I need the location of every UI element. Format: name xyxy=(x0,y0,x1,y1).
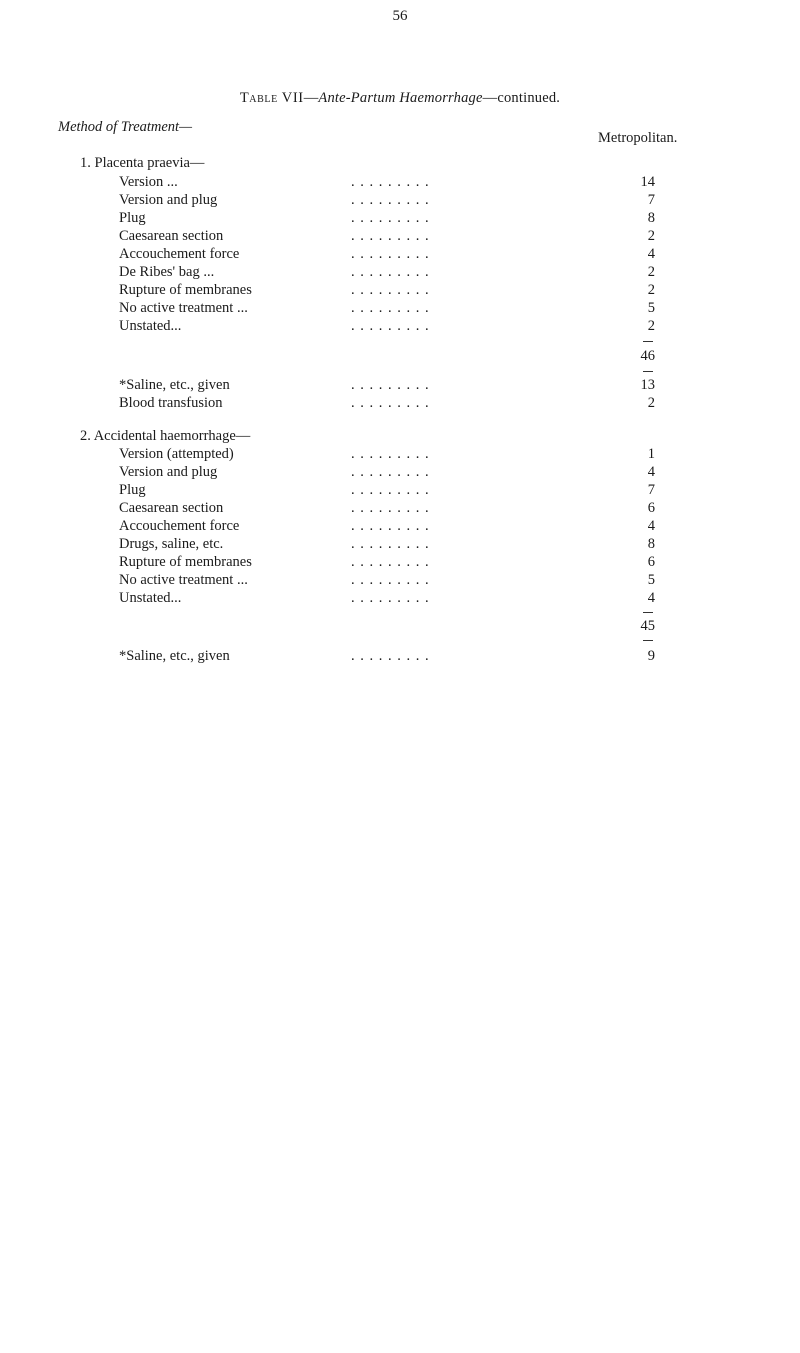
row-value: 4 xyxy=(647,518,655,534)
row-label: No active treatment ... xyxy=(119,300,248,316)
row-label: Unstated... xyxy=(119,318,182,334)
row-value: 4 xyxy=(647,464,655,480)
row-value: 2 xyxy=(647,395,655,411)
row-label: Caesarean section xyxy=(119,500,224,516)
row-label: *Saline, etc., given xyxy=(119,377,230,393)
leader-dots: . . . . . . . . . xyxy=(351,192,430,208)
row-value: 8 xyxy=(647,536,655,552)
page-number: 56 xyxy=(392,8,408,24)
row-label: Rupture of membranes xyxy=(119,554,252,570)
leader-dots: . . . . . . . . . xyxy=(351,518,430,534)
leader-dots: . . . . . . . . . xyxy=(351,395,430,411)
row-label: Unstated... xyxy=(119,590,182,606)
section-heading: 2. Accidental haemorrhage— xyxy=(80,428,251,444)
leader-dots: . . . . . . . . . xyxy=(351,377,430,393)
row-value: 5 xyxy=(647,300,655,316)
section-total: 46 xyxy=(640,348,655,364)
leader-dots: . . . . . . . . . xyxy=(351,572,430,588)
column-header: Metropolitan. xyxy=(598,130,678,146)
row-label: Accouchement force xyxy=(119,518,240,534)
leader-dots: . . . . . . . . . xyxy=(351,210,430,226)
row-label: Caesarean section xyxy=(119,228,224,244)
row-label: Version and plug xyxy=(119,192,218,208)
section-total: 45 xyxy=(640,618,655,634)
row-label: Blood transfusion xyxy=(119,395,223,411)
row-label: Plug xyxy=(119,482,146,498)
row-label: Version and plug xyxy=(119,464,218,480)
leader-dots: . . . . . . . . . xyxy=(351,500,430,516)
row-value: 2 xyxy=(647,264,655,280)
row-value: 9 xyxy=(647,648,655,664)
row-label: Version (attempted) xyxy=(119,446,234,462)
leader-dots: . . . . . . . . . xyxy=(351,648,430,664)
row-value: 2 xyxy=(647,318,655,334)
leader-dots: . . . . . . . . . xyxy=(351,446,430,462)
section-heading: 1. Placenta praevia— xyxy=(80,155,205,171)
row-value: 2 xyxy=(647,282,655,298)
row-value: 5 xyxy=(647,572,655,588)
row-label: *Saline, etc., given xyxy=(119,648,230,664)
row-value: 8 xyxy=(647,210,655,226)
leader-dots: . . . . . . . . . xyxy=(351,536,430,552)
row-label: Version ... xyxy=(119,174,178,190)
leader-dots: . . . . . . . . . xyxy=(351,264,430,280)
leader-dots: . . . . . . . . . xyxy=(351,590,430,606)
table-row xyxy=(119,648,655,666)
leader-dots: . . . . . . . . . xyxy=(351,300,430,316)
leader-dots: . . . . . . . . . xyxy=(351,282,430,298)
row-value: 6 xyxy=(647,500,655,516)
table-subject: Ante-Partum Haemorrhage xyxy=(318,90,483,106)
row-value: 7 xyxy=(647,482,655,498)
row-value: 13 xyxy=(640,377,655,393)
row-label: No active treatment ... xyxy=(119,572,248,588)
row-value: 14 xyxy=(640,174,655,190)
row-value: 7 xyxy=(647,192,655,208)
row-value: 1 xyxy=(647,446,655,462)
leader-dots: . . . . . . . . . xyxy=(351,482,430,498)
leader-dots: . . . . . . . . . xyxy=(351,464,430,480)
leader-dots: . . . . . . . . . xyxy=(351,318,430,334)
row-value: 4 xyxy=(647,590,655,606)
method-heading: Method of Treatment— xyxy=(58,119,192,135)
leader-dots: . . . . . . . . . xyxy=(351,228,430,244)
leader-dots: . . . . . . . . . xyxy=(351,246,430,262)
row-value: 6 xyxy=(647,554,655,570)
table-label: Table VII xyxy=(239,90,304,106)
row-label: Accouchement force xyxy=(119,246,240,262)
leader-dots: . . . . . . . . . xyxy=(351,554,430,570)
row-value: 4 xyxy=(647,246,655,262)
row-label: Plug xyxy=(119,210,146,226)
table-title-suffix: —continued. xyxy=(482,90,561,106)
row-label: Drugs, saline, etc. xyxy=(119,536,224,552)
row-label: De Ribes' bag ... xyxy=(119,264,215,280)
table-title-dash: — xyxy=(303,90,319,106)
leader-dots: . . . . . . . . . xyxy=(351,174,430,190)
row-value: 2 xyxy=(647,228,655,244)
row-label: Rupture of membranes xyxy=(119,282,252,298)
